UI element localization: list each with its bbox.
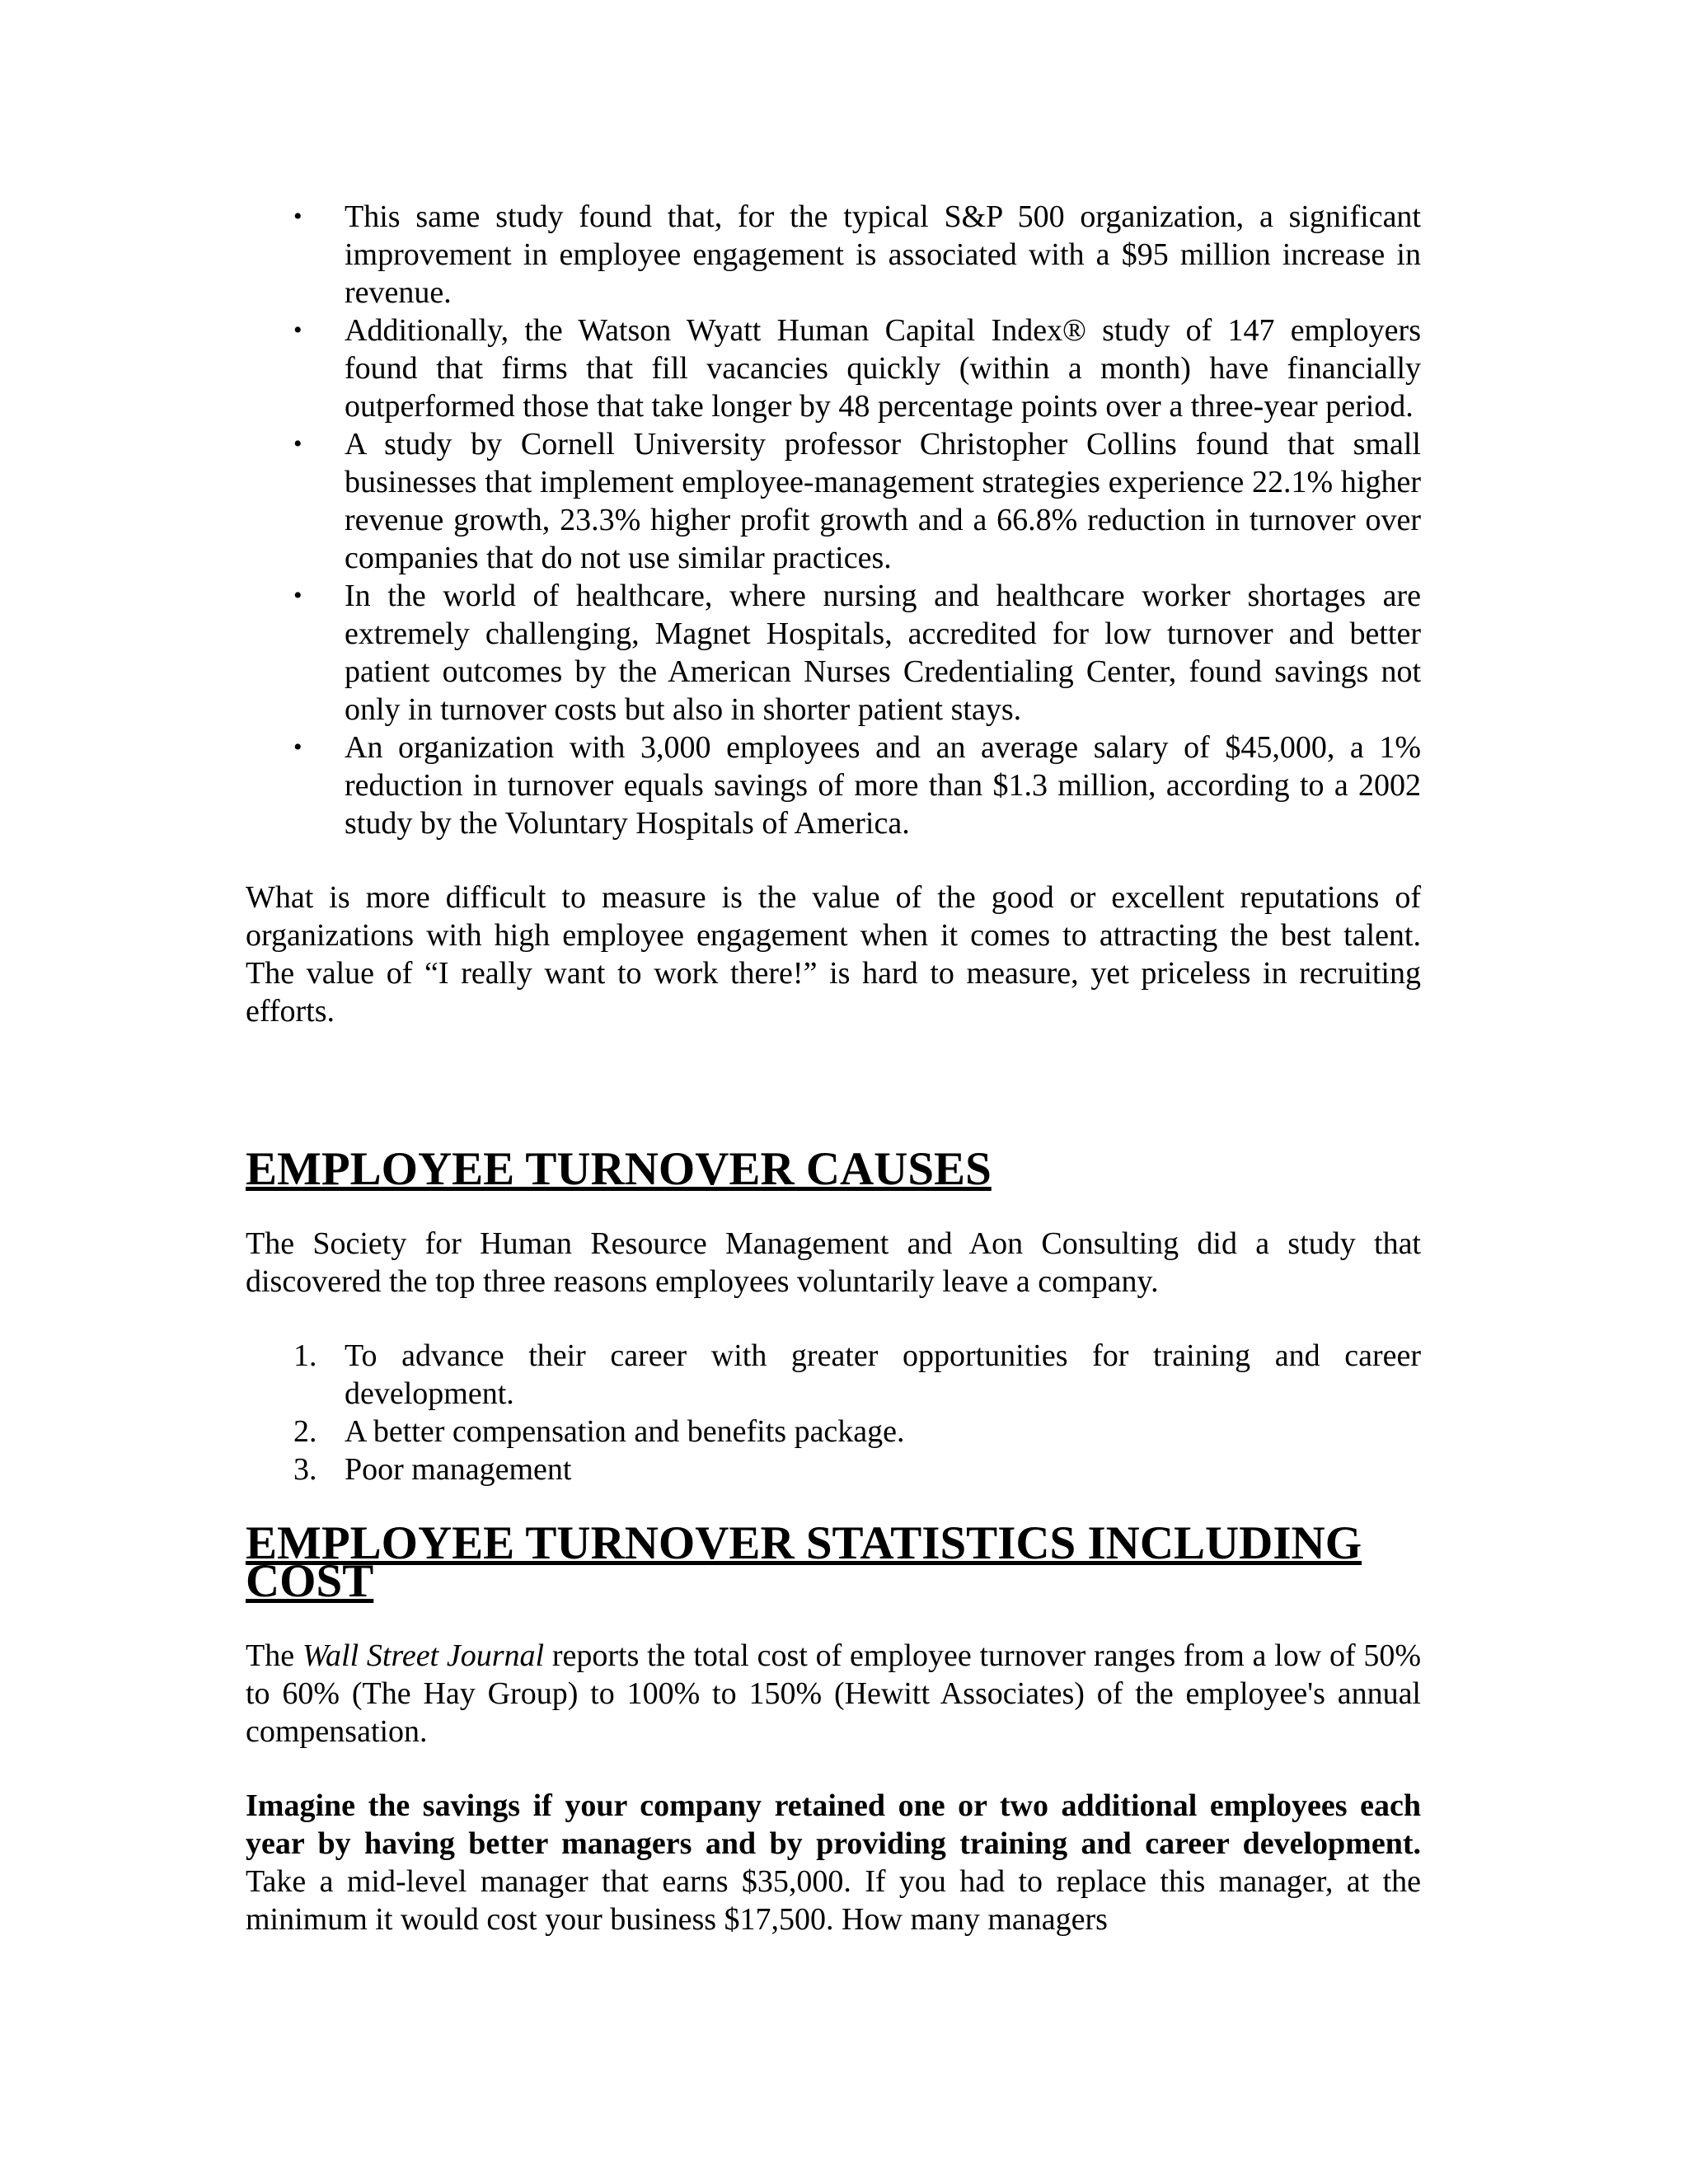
reason-text: Poor management bbox=[345, 1452, 572, 1487]
bullet-text: Additionally, the Watson Wyatt Human Capital Index® study of 147 employers found that firms that fill vacancies quickly (within a month) have financially outperformed those that take longer by 48 percentage points over a three-year period. bbox=[345, 313, 1421, 424]
wsj-text-after: reports the total cost of employee turnover ranges from a low of 50% to 60% (The Hay Group) to 100% to 150% (Hewitt Associates) of the employee's annual compensation. bbox=[246, 1638, 1422, 1749]
findings-bullet-list bbox=[246, 198, 1421, 842]
section-heading-turnover-statistics: EMPLOYEE TURNOVER STATISTICS INCLUDING COST bbox=[246, 1517, 1362, 1607]
list-item bbox=[246, 1337, 1421, 1413]
wsj-text-before: The bbox=[246, 1638, 302, 1673]
bullet-text: An organization with 3,000 employees and an average salary of $45,000, a 1% reduction in turnover equals savings of more than $1.3 million, according to a 2002 study by the Voluntary Hospitals of America. bbox=[345, 730, 1421, 841]
bullet-text: In the world of healthcare, where nursing and healthcare worker shortages are extremely challenging, Magnet Hospitals, accredited for low turnover and better patient outcomes by the American Nurses Credentialing Center, found savings not only in turnover costs but also in shorter patient stays. bbox=[345, 579, 1421, 727]
bullet-icon: • bbox=[293, 430, 302, 457]
bullet-icon: • bbox=[293, 316, 302, 344]
reason-text: A better compensation and benefits package. bbox=[345, 1414, 905, 1449]
savings-paragraph bbox=[246, 1787, 1421, 1938]
savings-rest: Take a mid-level manager that earns $35,000. If you had to replace this manager, at the minimum it would cost your business $17,500. How many managers bbox=[246, 1864, 1421, 1937]
turnover-causes-intro: The Society for Human Resource Management and Aon Consulting did a study that discovered the top three reasons employees voluntarily leave a company. bbox=[246, 1226, 1421, 1299]
bullet-text: This same study found that, for the typical S&P 500 organization, a significant improvement in employee engagement is associated with a $95 million increase in revenue. bbox=[345, 199, 1421, 310]
bullet-icon: • bbox=[293, 733, 302, 761]
savings-bold-lead: Imagine the savings if your company retained one or two additional employees each year by having better managers and by providing training and career development. bbox=[246, 1788, 1421, 1861]
list-number: 2. bbox=[293, 1414, 317, 1449]
list-item bbox=[246, 729, 1421, 842]
list-item bbox=[246, 312, 1421, 425]
list-number: 3. bbox=[293, 1452, 317, 1487]
document-page bbox=[246, 198, 1421, 1938]
turnover-reasons-list bbox=[246, 1337, 1421, 1488]
list-item bbox=[246, 198, 1421, 312]
list-number: 1. bbox=[293, 1338, 317, 1373]
bullet-text: A study by Cornell University professor Christopher Collins found that small businesses that implement employee-management strategies experience 22.1% higher revenue growth, 23.3% higher profit growth and a 66.8% reduction in turnover over companies that do not use similar practices. bbox=[345, 427, 1421, 575]
list-item bbox=[246, 1413, 1421, 1451]
wsj-publication-name: Wall Street Journal bbox=[302, 1638, 545, 1673]
list-item bbox=[246, 577, 1421, 729]
list-item bbox=[246, 425, 1421, 577]
bullet-icon: • bbox=[293, 582, 302, 609]
section-heading-turnover-causes: EMPLOYEE TURNOVER CAUSES bbox=[246, 1143, 992, 1195]
wsj-cost-paragraph bbox=[246, 1637, 1421, 1750]
bullet-icon: • bbox=[293, 203, 302, 230]
reputation-paragraph: What is more difficult to measure is the value of the good or excellent reputations of organizations with high employee engagement when it comes to attracting the best talent. The value of “I really want to work there!” is hard to measure, yet priceless in recruiting efforts. bbox=[246, 880, 1421, 1029]
reason-text: To advance their career with greater opportunities for training and career development. bbox=[345, 1338, 1421, 1411]
list-item bbox=[246, 1451, 1421, 1488]
